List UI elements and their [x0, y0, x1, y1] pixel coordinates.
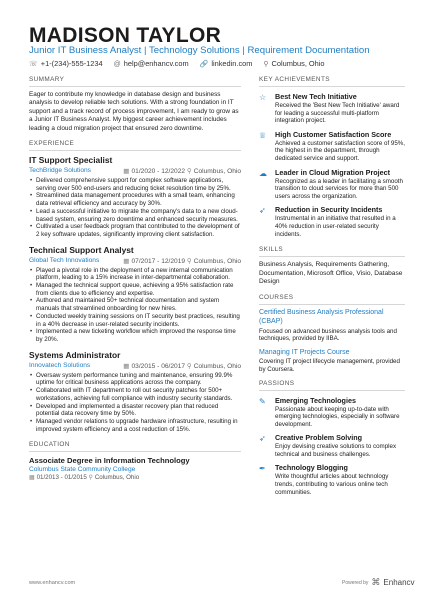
courses-section: [259, 294, 405, 373]
bullet: • Oversaw system performance tuning and maintenance, ensuring 99.9% uptime for critical business applications across the company.: [29, 372, 241, 387]
location-pin-icon: ⚲: [88, 474, 95, 482]
section-heading: SUMMARY: [29, 76, 241, 87]
section-heading: COURSES: [259, 294, 405, 305]
job-dates-location: ▦ 03/2015 - 06/2017 ⚲ Columbus, Ohio: [123, 362, 241, 370]
passion-text: Passionate about keeping up-to-date with emerging technologies, especially in software development.: [275, 405, 400, 428]
bullet: • Cultivated a user feedback program that contributed to the development of 2 key software updates, significantly improving client satisfaction.: [29, 223, 241, 238]
contact-email[interactable]: @ help@enhancv.com: [113, 59, 189, 68]
achievements-section: [259, 76, 405, 238]
passion-title: Emerging Technologies: [275, 395, 356, 405]
skills-section: [259, 246, 405, 286]
location-pin-icon: ⚲: [186, 257, 192, 265]
job-role: IT Support Specialist: [29, 155, 113, 166]
course-title: Managing IT Projects Course: [259, 348, 350, 356]
bullet: • Played a pivotal role in the deployment of a new internal communication platform, leading to a 15% increase in inter-departmental collaboration.: [29, 267, 241, 282]
achievement-title: High Customer Satisfaction Score: [275, 129, 392, 139]
bullet: • Managed the technical support queue, achieving a 95% satisfaction rate from clients due to efficiency and expertise.: [29, 282, 241, 297]
course-text: Covering IT project lifecycle management, provided by Coursera.: [259, 358, 400, 373]
passion-item: [259, 433, 405, 458]
location-pin-icon: ⚲: [186, 168, 192, 176]
education-section: [29, 441, 241, 481]
calendar-icon: ▦: [123, 362, 130, 370]
rocket-icon: ➶: [259, 434, 266, 444]
passion-item: [259, 463, 405, 496]
achievement-item: [259, 205, 405, 238]
job-bullets: [29, 372, 241, 434]
achievement-title: Leader in Cloud Migration Project: [275, 167, 391, 177]
phone-icon: ☏: [29, 61, 38, 68]
passion-body: [275, 396, 405, 429]
achievement-text: Recognized as a leader in facilitating a smooth transition to cloud services for more than 500 users across the organization.: [275, 177, 403, 200]
bullet: • Authored and maintained 50+ technical documentation and system manuals that streamlined onboarding for new hires.: [29, 297, 241, 312]
job-meta: [29, 167, 241, 175]
company-name: Global Tech Innovations: [29, 256, 100, 264]
achievement-body: [275, 205, 405, 238]
job-role: Technical Support Analyst: [29, 244, 134, 255]
bullet: • Delivered comprehensive support for complex software applications, serving over 500 end-users and reducing ticket resolution time by 25%.: [29, 177, 241, 192]
achievement-item: [259, 92, 405, 125]
calendar-icon: ▦: [29, 474, 37, 482]
powered-by-label: Powered by: [342, 579, 369, 586]
calendar-icon: ▦: [123, 168, 130, 176]
achievement-text: Received the 'Best New Tech Initiative' award for leading a successful multi-platform integration project.: [275, 102, 400, 125]
achievement-item: [259, 130, 405, 163]
degree-title: Associate Degree in Information Technology: [29, 456, 190, 466]
education-dates-location: ▦ 01/2013 - 01/2015 ⚲ Columbus, Ohio: [29, 474, 140, 482]
job-bullets: [29, 177, 241, 239]
experience-item: [29, 155, 241, 239]
bullet: • Implemented a new ticketing workflow which improved the response time by 20%.: [29, 328, 241, 343]
bullet: • Developed and implemented a disaster recovery plan that reduced potential data recovery time by 50%.: [29, 403, 241, 418]
achievement-item: [259, 168, 405, 201]
passion-text: Write thoughtful articles about technology trends, contributing to various online tech communities.: [275, 473, 389, 496]
rocket-icon: ➶: [259, 206, 266, 216]
experience-item: [29, 350, 241, 434]
candidate-title: Junior IT Business Analyst | Technology Solutions | Requirement Documentation: [29, 45, 370, 56]
course-text: Focused on advanced business analysis tools and techniques, provided by IIBA.: [259, 327, 397, 343]
calendar-icon: ▦: [123, 257, 130, 265]
section-heading: EXPERIENCE: [29, 140, 241, 151]
brand-name: Enhancv: [383, 578, 415, 587]
contact-phone: ☏ +1-(234)-555-1234: [29, 59, 103, 68]
section-heading: PASSIONS: [259, 380, 405, 391]
contact-linkedin[interactable]: 🔗 linkedin.com: [199, 59, 253, 68]
bullet: • Managed vendor relations to upgrade hardware infrastructure, resulting in improved system efficiency and a cost reduction of 15%.: [29, 418, 241, 433]
achievement-text: Instrumental in an initiative that resulted in a 40% reduction in user-related security incidents.: [275, 215, 396, 238]
experience-item: [29, 245, 241, 344]
experience-section: [29, 140, 241, 433]
feather-icon: ✒: [259, 464, 266, 474]
job-dates-location: ▦ 01/2020 - 12/2022 ⚲ Columbus, Ohio: [123, 168, 241, 176]
school-name: Columbus State Community College: [29, 466, 136, 474]
passion-text: Enjoy devising creative solutions to complex technical and business challenges.: [275, 443, 397, 458]
candidate-name: MADISON TAYLOR: [29, 24, 222, 47]
skills-text: Business Analysis, Requirements Gathering, Documentation, Microsoft Office, Visio, Database Design: [259, 261, 403, 285]
footer-brand: [342, 577, 415, 588]
achievement-text: Achieved a customer satisfaction score of 95%, the highest in the department, through dedicated service and support.: [275, 139, 406, 162]
enhancv-logo-icon: ⌘: [371, 577, 381, 587]
cloud-icon: ☁: [259, 168, 267, 178]
left-column: [29, 76, 241, 481]
section-heading: EDUCATION: [29, 441, 241, 452]
at-icon: @: [113, 61, 121, 68]
passion-body: [275, 433, 405, 458]
achievement-body: [275, 130, 405, 163]
bullet: • Streamlined data management procedures with a small team, enhancing data retrieval efficiency and accuracy by 30%.: [29, 192, 241, 207]
job-bullets: [29, 267, 241, 344]
job-dates-location: ▦ 07/2017 - 12/2019 ⚲ Columbus, Ohio: [123, 257, 241, 265]
contact-location: ⚲ Columbus, Ohio: [263, 59, 325, 68]
summary-section: [29, 76, 241, 133]
section-heading: KEY ACHIEVEMENTS: [259, 76, 405, 87]
trophy-icon: ♕: [259, 130, 267, 140]
achievement-title: Best New Tech Initiative: [275, 92, 357, 101]
course-title: Certified Business Analysis Professional (CBAP): [259, 309, 384, 325]
achievement-title: Reduction in Security Incidents: [275, 205, 383, 215]
footer-url[interactable]: www.enhancv.com: [29, 580, 76, 586]
bullet: • Conducted weekly training sessions on IT security best practices, resulting in a 40% decrease in user-related security incidents.: [29, 313, 241, 328]
passions-section: [259, 380, 405, 497]
passion-title: Creative Problem Solving: [275, 433, 363, 443]
location-pin-icon: ⚲: [263, 61, 269, 68]
location-pin-icon: ⚲: [186, 362, 192, 370]
achievement-body: [275, 92, 405, 125]
bullet: • Lead a successful initiative to migrate the company's data to a new cloud-based system, ensuring zero downtime and enhanced security measures.: [29, 208, 241, 223]
company-name: TechBridge Solutions: [29, 167, 91, 175]
achievement-body: [275, 168, 405, 201]
lightbulb-icon: ✎: [259, 396, 266, 406]
right-column: [259, 76, 405, 501]
passion-title: Technology Blogging: [275, 463, 348, 473]
job-role: Systems Administrator: [29, 349, 121, 360]
job-meta: [29, 257, 241, 265]
star-icon: ☆: [259, 93, 267, 102]
summary-text: Eager to contribute my knowledge in database design and business analysis to develop reliable tech solutions. With a strong foundation in IT support and a track record of process improvement, I am ready to grow as a Junior IT Business Analyst. My biggest career achievement includes leading a cloud migration project that ensured zero downtime.: [29, 91, 239, 132]
job-meta: [29, 362, 241, 370]
link-icon: 🔗: [199, 61, 209, 68]
company-name: Innovatech Solutions: [29, 361, 91, 369]
passion-item: [259, 396, 405, 429]
section-heading: SKILLS: [259, 246, 405, 257]
bullet: • Collaborated with IT department to roll out security patches for 500+ workstations, achieving full compliance with industry security standards.: [29, 387, 241, 402]
passion-body: [275, 463, 405, 496]
contact-bar: [29, 59, 325, 68]
